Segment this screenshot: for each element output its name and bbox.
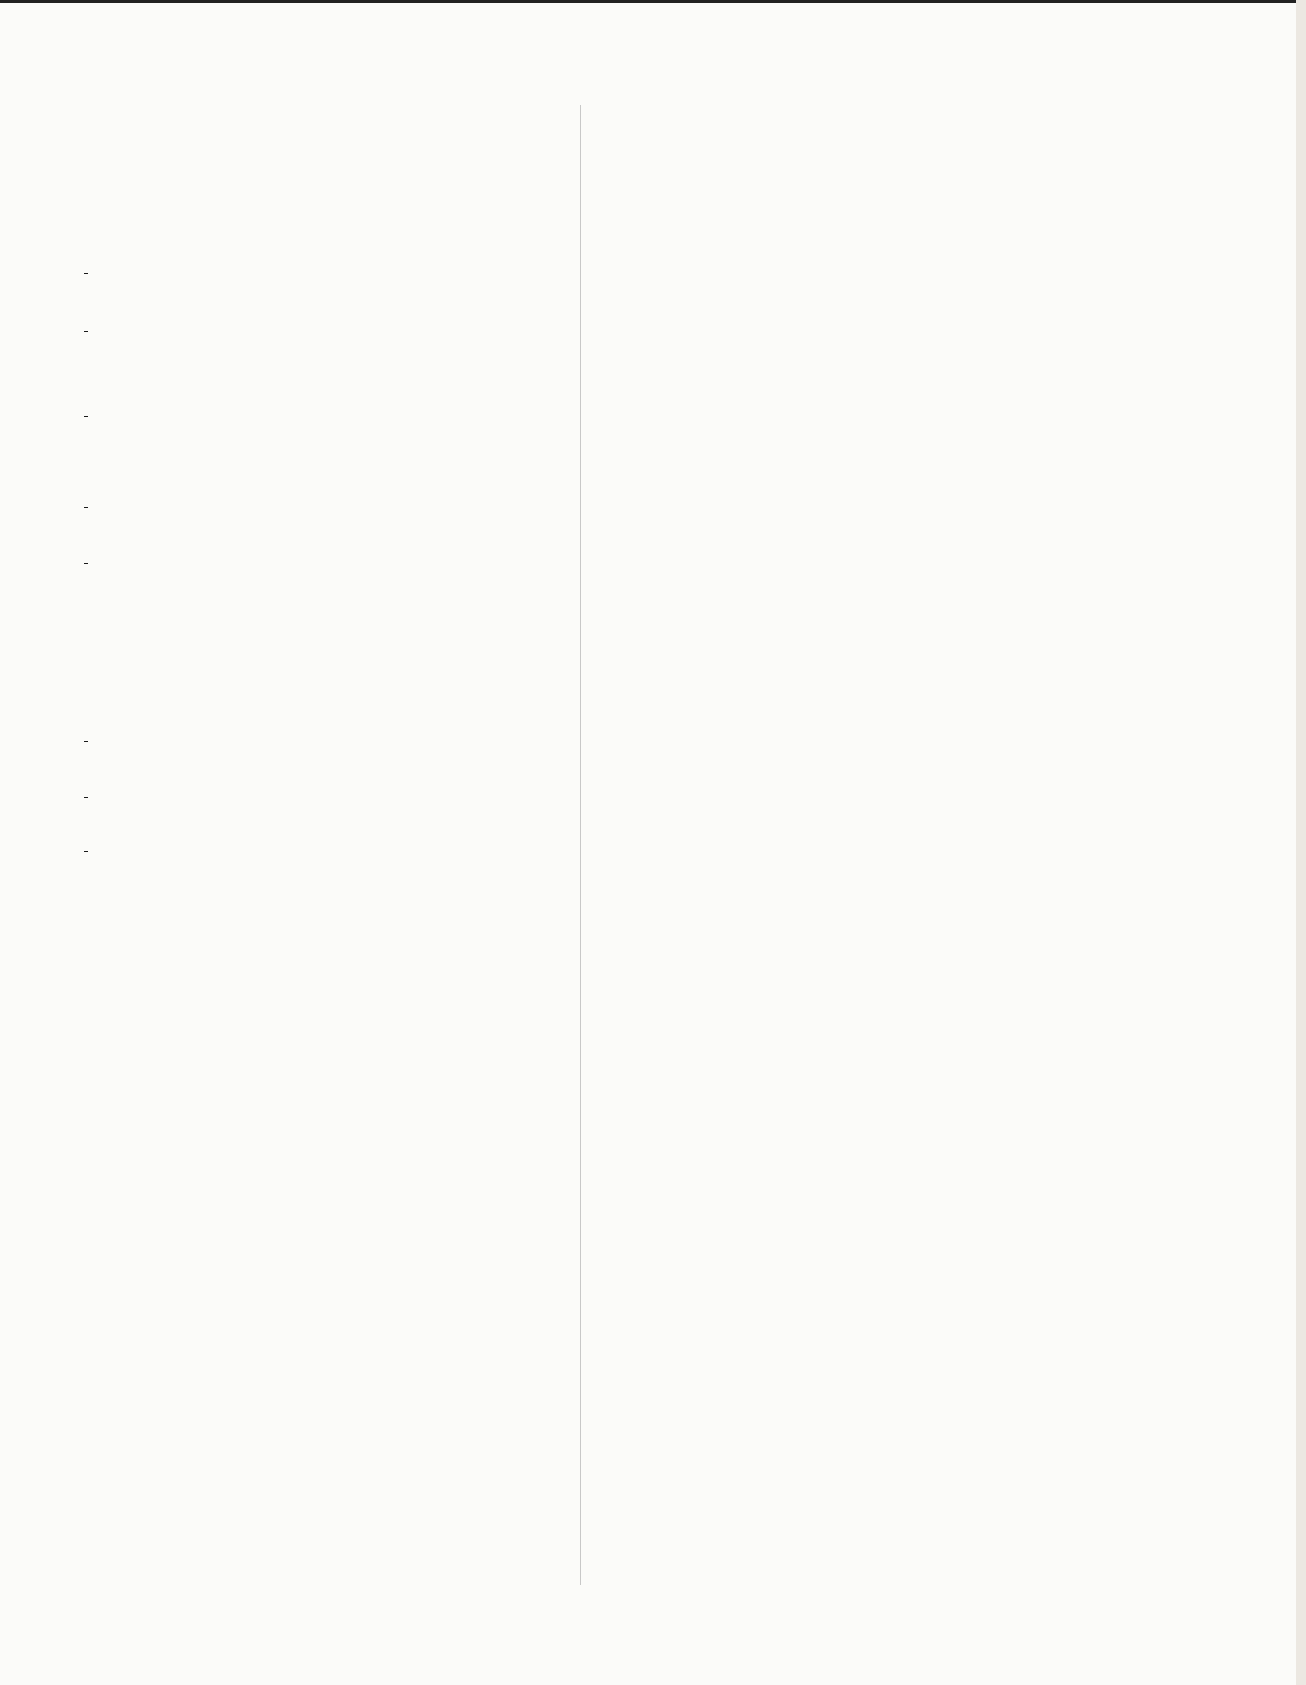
text-line [82, 786, 90, 808]
numerator [84, 851, 88, 852]
column-divider [580, 105, 581, 1585]
fraction [84, 741, 88, 742]
fraction [84, 851, 88, 852]
numerator [84, 331, 88, 332]
text-line [82, 405, 90, 427]
numerator [84, 741, 88, 742]
text-line [82, 552, 90, 574]
fraction [84, 331, 88, 332]
numerator [84, 507, 88, 508]
page-edge [1296, 0, 1306, 1685]
text-line [82, 730, 90, 752]
numerator [84, 416, 88, 417]
numerator [84, 563, 88, 564]
fraction [84, 797, 88, 798]
fraction [84, 507, 88, 508]
fraction [84, 416, 88, 417]
fraction [84, 273, 88, 274]
text-line [82, 320, 90, 342]
text-line [82, 496, 90, 518]
numerator [84, 797, 88, 798]
top-border [0, 0, 1306, 3]
text-line [82, 840, 90, 862]
fraction [84, 563, 88, 564]
text-line [82, 262, 90, 284]
numerator [84, 273, 88, 274]
